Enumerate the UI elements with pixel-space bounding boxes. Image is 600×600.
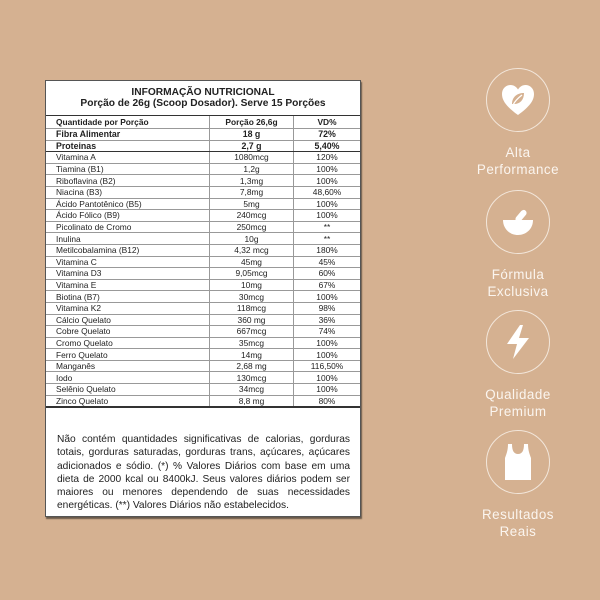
nutrient-amount: 360 mg	[210, 314, 294, 326]
table-row	[46, 198, 360, 210]
nutrient-amount: 2,7 g	[210, 140, 294, 152]
badge-qualidade-premium	[468, 310, 568, 420]
nutrient-vd: 72%	[294, 129, 361, 141]
table-row	[46, 360, 360, 372]
nutrient-amount: 34mcg	[210, 384, 294, 396]
nutrition-heading: INFORMAÇÃO NUTRICIONAL	[131, 87, 275, 98]
nutrient-amount: 5mg	[210, 198, 294, 210]
table-row	[46, 210, 360, 222]
nutrient-name: Vitamina D3	[46, 268, 210, 280]
nutrition-table	[46, 115, 360, 408]
table-row	[46, 256, 360, 268]
nutrient-name: Metilcobalamina (B12)	[46, 244, 210, 256]
mortar-pestle-icon	[501, 207, 535, 237]
nutrient-vd: 80%	[294, 395, 361, 407]
nutrient-name: Ferro Quelato	[46, 349, 210, 361]
nutrient-name: Vitamina E	[46, 279, 210, 291]
nutrient-amount: 1,2g	[210, 163, 294, 175]
badge-circle	[486, 68, 550, 132]
nutrient-vd: 48,60%	[294, 186, 361, 198]
nutrient-vd: 98%	[294, 302, 361, 314]
nutrient-vd: 5,40%	[294, 140, 361, 152]
nutrient-name: Riboflavina (B2)	[46, 175, 210, 187]
nutrient-name: Inulina	[46, 233, 210, 245]
table-row	[46, 175, 360, 187]
nutrient-amount: 9,05mcg	[210, 268, 294, 280]
nutrient-vd: 120%	[294, 152, 361, 164]
table-row	[46, 233, 360, 245]
nutrition-facts-panel	[45, 80, 361, 517]
nutrient-name: Fibra Alimentar	[46, 129, 210, 141]
badge-resultados-reais	[468, 430, 568, 540]
badge-label	[468, 506, 568, 540]
nutrient-amount: 30mcg	[210, 291, 294, 303]
tank-top-icon	[504, 443, 532, 481]
nutrient-vd: 60%	[294, 268, 361, 280]
nutrient-vd: 45%	[294, 256, 361, 268]
nutrient-vd: 100%	[294, 198, 361, 210]
badge-circle	[486, 430, 550, 494]
header-portion: Porção 26,6g	[210, 116, 294, 129]
badge-circle	[486, 310, 550, 374]
badge-label-line2: Exclusiva	[487, 284, 549, 299]
table-row	[46, 163, 360, 175]
nutrient-amount: 1,3mg	[210, 175, 294, 187]
nutrient-vd: 67%	[294, 279, 361, 291]
header-quantity: Quantidade por Porção	[46, 116, 210, 129]
badge-label	[468, 144, 568, 178]
table-row	[46, 384, 360, 396]
nutrient-vd: 100%	[294, 337, 361, 349]
lightning-icon	[505, 324, 531, 360]
nutrient-vd: **	[294, 221, 361, 233]
serving-info: Porção de 26g (Scoop Dosador). Serve 15 Porções	[80, 98, 326, 109]
nutrient-amount: 130mcg	[210, 372, 294, 384]
table-row	[46, 140, 360, 152]
nutrient-name: Proteinas	[46, 140, 210, 152]
nutrient-name: Ácido Pantotênico (B5)	[46, 198, 210, 210]
badge-formula-exclusiva	[468, 190, 568, 300]
nutrient-amount: 2,68 mg	[210, 360, 294, 372]
badge-alta-performance	[468, 68, 568, 178]
nutrient-name: Vitamina K2	[46, 302, 210, 314]
badge-label-line2: Performance	[476, 162, 560, 177]
badge-label-line2: Reais	[499, 524, 537, 539]
table-row	[46, 186, 360, 198]
table-row	[46, 129, 360, 141]
nutrition-title	[46, 87, 360, 109]
nutrient-name: Biotina (B7)	[46, 291, 210, 303]
header-vd: VD%	[294, 116, 361, 129]
nutrient-amount: 1080mcg	[210, 152, 294, 164]
table-row	[46, 268, 360, 280]
table-row	[46, 221, 360, 233]
badge-label-line1: Alta	[505, 145, 531, 160]
nutrient-amount: 35mcg	[210, 337, 294, 349]
badge-label	[468, 386, 568, 420]
nutrient-name: Zinco Quelato	[46, 395, 210, 407]
nutrient-amount: 8,8 mg	[210, 395, 294, 407]
nutrient-vd: 100%	[294, 372, 361, 384]
nutrient-name: Selênio Quelato	[46, 384, 210, 396]
badge-label-line1: Resultados	[482, 507, 554, 522]
nutrient-vd: 180%	[294, 244, 361, 256]
nutrient-vd: 116,50%	[294, 360, 361, 372]
nutrient-amount: 118mcg	[210, 302, 294, 314]
nutrient-amount: 7,8mg	[210, 186, 294, 198]
table-row	[46, 326, 360, 338]
nutrient-name: Cálcio Quelato	[46, 314, 210, 326]
table-row	[46, 337, 360, 349]
nutrient-vd: 100%	[294, 349, 361, 361]
nutrient-name: Tiamina (B1)	[46, 163, 210, 175]
nutrient-amount: 667mcg	[210, 326, 294, 338]
nutrient-name: Ácido Fólico (B9)	[46, 210, 210, 222]
nutrient-amount: 10g	[210, 233, 294, 245]
nutrient-name: Picolinato de Cromo	[46, 221, 210, 233]
nutrient-vd: 100%	[294, 291, 361, 303]
badge-label-line1: Qualidade	[485, 387, 551, 402]
nutrient-amount: 45mg	[210, 256, 294, 268]
nutrient-amount: 18 g	[210, 129, 294, 141]
nutrient-vd: 100%	[294, 163, 361, 175]
badge-label-line2: Premium	[489, 404, 547, 419]
nutrient-vd: 100%	[294, 384, 361, 396]
nutrient-vd: 100%	[294, 210, 361, 222]
nutrient-amount: 10mg	[210, 279, 294, 291]
table-header-row	[46, 116, 360, 129]
nutrient-vd: 100%	[294, 175, 361, 187]
badge-label	[468, 266, 568, 300]
nutrition-footnote: Não contém quantidades significativas de calorias, gorduras totais, gorduras saturadas, gorduras trans, açúcares, açúcares adicionados e sódio. (*) % Valores Diários com base em uma dieta de 2000 kcal ou 8400kJ. Seus valores diários podem ser maiores ou menores dependendo de suas necessidades energéticas. (**) Valores Diários não estabelecidos.	[57, 434, 350, 512]
table-row	[46, 314, 360, 326]
nutrient-name: Cromo Quelato	[46, 337, 210, 349]
nutrient-name: Vitamina C	[46, 256, 210, 268]
nutrient-amount: 250mcg	[210, 221, 294, 233]
nutrient-name: Niacina (B3)	[46, 186, 210, 198]
table-row	[46, 291, 360, 303]
table-row	[46, 244, 360, 256]
badge-circle	[486, 190, 550, 254]
table-row	[46, 372, 360, 384]
nutrient-amount: 14mg	[210, 349, 294, 361]
nutrient-name: Iodo	[46, 372, 210, 384]
table-row	[46, 395, 360, 407]
nutrient-name: Vitamina A	[46, 152, 210, 164]
nutrient-name: Cobre Quelato	[46, 326, 210, 338]
badge-label-line1: Fórmula	[491, 267, 545, 282]
nutrient-vd: **	[294, 233, 361, 245]
nutrient-amount: 4,32 mcg	[210, 244, 294, 256]
nutrient-vd: 74%	[294, 326, 361, 338]
nutrient-vd: 36%	[294, 314, 361, 326]
table-row	[46, 152, 360, 164]
nutrient-name: Manganês	[46, 360, 210, 372]
table-row	[46, 302, 360, 314]
table-row	[46, 279, 360, 291]
table-row	[46, 349, 360, 361]
heart-leaf-icon	[501, 84, 535, 116]
nutrient-amount: 240mcg	[210, 210, 294, 222]
